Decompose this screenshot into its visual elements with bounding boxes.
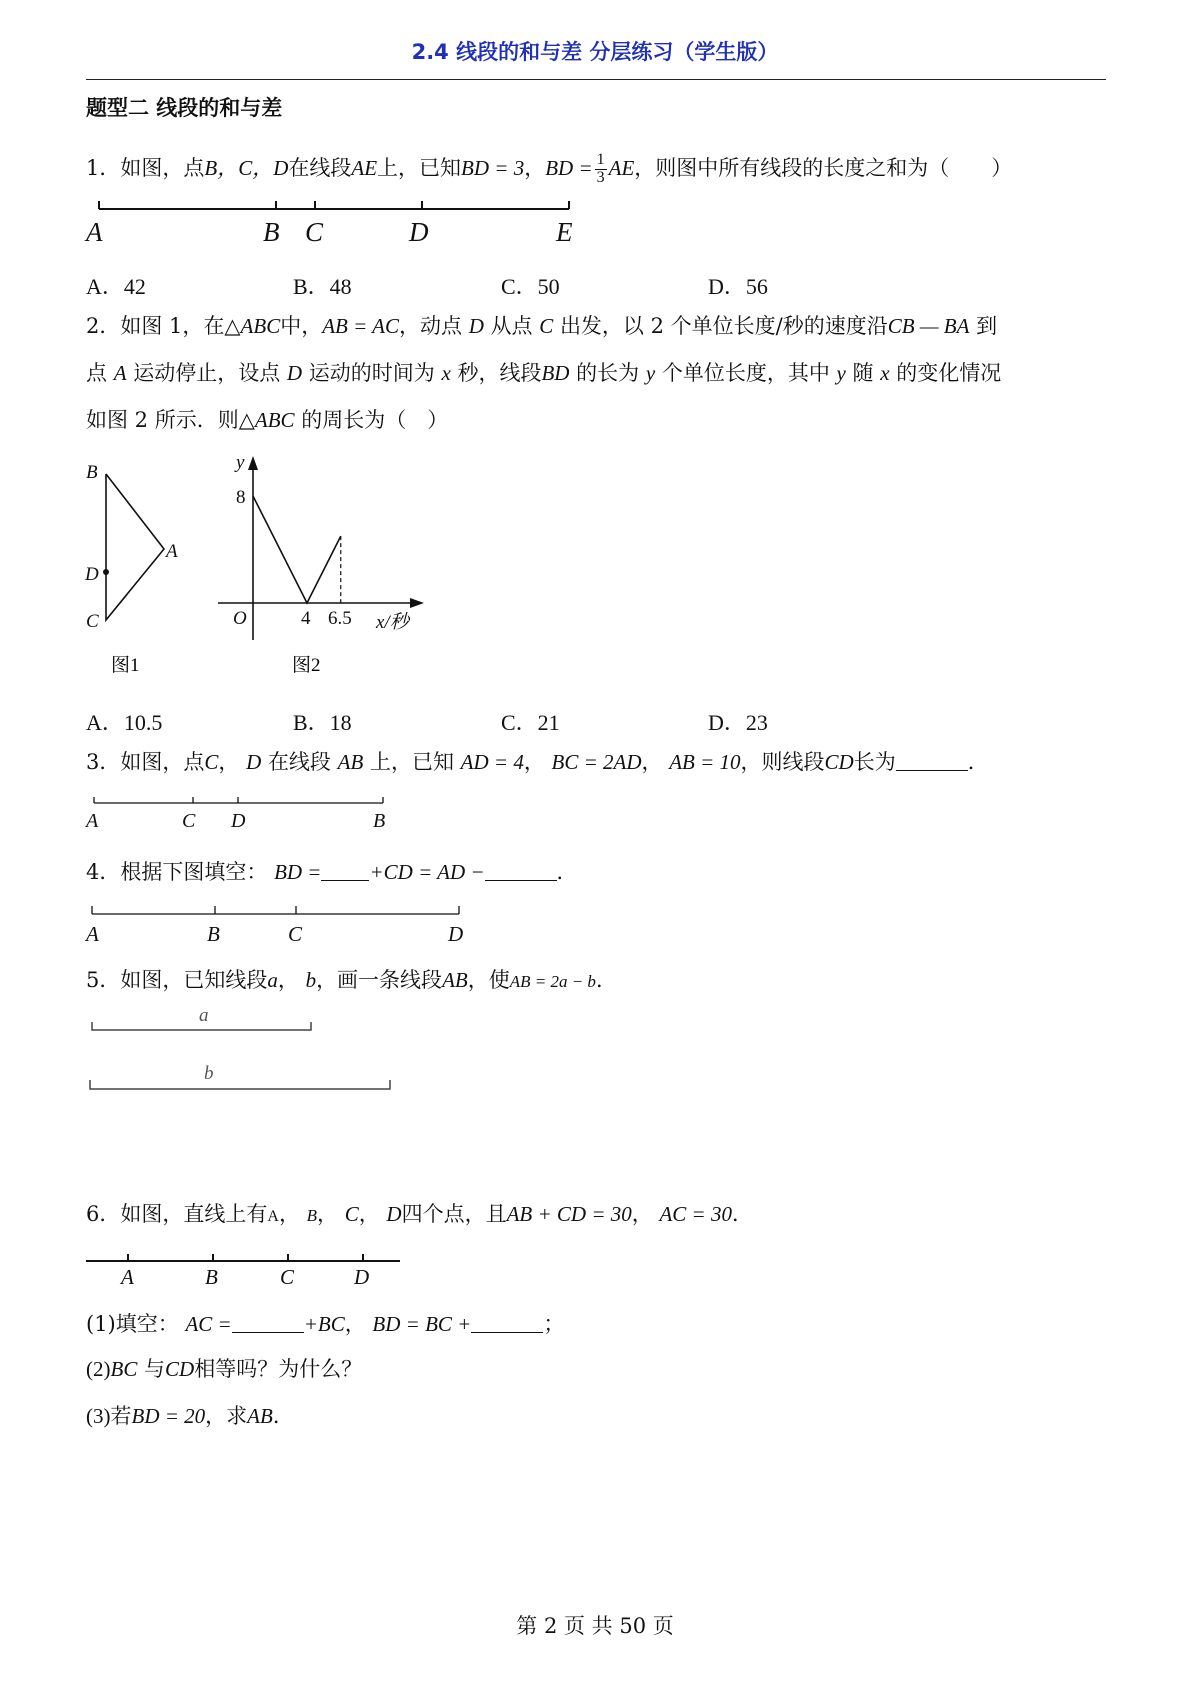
text: ，则线段 xyxy=(740,750,825,774)
text: 的变化情况 xyxy=(896,361,1002,385)
data-series-line xyxy=(253,496,341,603)
text: 6．如图，直线上有 xyxy=(86,1202,268,1226)
page-footer: 第 2 页 共 50 页 xyxy=(516,1614,674,1638)
triangle-label-b: B xyxy=(86,462,98,483)
math: y xyxy=(836,361,846,385)
math: AB xyxy=(247,1404,273,1428)
math: a xyxy=(267,968,278,992)
y-axis-label: y xyxy=(236,452,245,473)
text: ， xyxy=(317,1202,339,1226)
q1-segment-figure xyxy=(99,201,569,209)
x-tick-6-5: 6.5 xyxy=(328,608,352,629)
text: 5．如图，已知线段 xyxy=(86,968,268,992)
q1-option-d[interactable]: D．56 xyxy=(708,274,768,299)
text: 中， xyxy=(280,314,323,338)
figure-2-caption: 图2 xyxy=(292,655,321,676)
math: C xyxy=(204,750,219,774)
text: 从点 xyxy=(490,314,533,338)
text: ，求 xyxy=(205,1404,248,1428)
q3-label-b: B xyxy=(373,810,386,832)
q1-label-a: A xyxy=(86,217,103,247)
page-title: 2.4 线段的和与差 分层练习（学生版） xyxy=(411,40,779,64)
chart-line xyxy=(253,496,341,603)
math: x xyxy=(880,361,890,385)
text: 随 xyxy=(852,361,874,385)
math: BD = BC + xyxy=(372,1312,472,1336)
q6-label-b: B xyxy=(205,1265,218,1289)
math: y xyxy=(645,361,656,385)
math: b xyxy=(305,968,317,992)
q2-option-d[interactable]: D．23 xyxy=(708,710,768,735)
q4-label-d: D xyxy=(448,922,464,946)
q3-label-c: C xyxy=(182,810,196,832)
math: AB + CD = 30 xyxy=(506,1202,632,1226)
text: ； xyxy=(543,1312,565,1336)
text: ． xyxy=(595,968,617,992)
text: ． xyxy=(272,1404,294,1428)
q1-bd: BD = xyxy=(545,155,593,180)
y-tick-8: 8 xyxy=(236,487,246,508)
math: B xyxy=(306,1206,318,1225)
q1-text: 1．如图，点 xyxy=(86,155,205,180)
math: CB — BA xyxy=(887,314,970,338)
text: 出发，以 2 个单位长度/秒的速度沿 xyxy=(559,314,888,338)
text: 秒，线段 xyxy=(457,361,542,385)
x-tick-4: 4 xyxy=(301,608,311,629)
math: D xyxy=(468,314,484,338)
q1-option-b[interactable]: B．48 xyxy=(293,274,352,299)
text: ， xyxy=(218,750,240,774)
math: C xyxy=(539,314,554,338)
text: 长为 xyxy=(853,750,896,774)
text: ． xyxy=(967,750,989,774)
triangle-label-a: A xyxy=(166,541,178,562)
q6-line-figure xyxy=(86,1254,400,1261)
math: A xyxy=(267,1208,279,1225)
segment-a-label: a xyxy=(199,1005,209,1026)
text: ， xyxy=(358,1202,380,1226)
math: C xyxy=(344,1202,359,1226)
q2-option-b[interactable]: B．18 xyxy=(293,710,352,735)
q3-label-d: D xyxy=(231,810,246,832)
q4-segment-figure xyxy=(92,906,459,914)
text: 运动停止，设点 xyxy=(133,361,281,385)
math: CD xyxy=(165,1357,195,1381)
q2-option-a[interactable]: A．10.5 xyxy=(86,710,163,735)
q1-label-d: D xyxy=(409,217,429,247)
math: BD = xyxy=(274,860,322,884)
math: ABC xyxy=(254,408,295,432)
math: D xyxy=(246,750,262,774)
q1-ae: AE xyxy=(608,155,635,180)
q1-label-e: E xyxy=(556,217,573,247)
y-axis-arrow-icon xyxy=(248,456,258,470)
text: 与 xyxy=(144,1357,166,1381)
q1-text: 上，已知 xyxy=(377,155,462,180)
q6-label-a: A xyxy=(121,1265,134,1289)
math: BD xyxy=(541,361,570,385)
q1-bd-eq: BD = 3 xyxy=(461,155,525,180)
denominator: 3 xyxy=(596,168,605,186)
x-axis-label: x/秒 xyxy=(376,612,409,633)
q1-option-a[interactable]: A．42 xyxy=(86,274,146,299)
text: (1)填空： xyxy=(86,1312,179,1336)
numerator: 1 xyxy=(596,151,605,168)
text: ， xyxy=(641,750,663,774)
q1-text: 在线段 xyxy=(288,155,352,180)
triangle-label-d: D xyxy=(85,564,99,585)
text: 相等吗？为什么？ xyxy=(194,1357,363,1381)
math: +CD = AD − xyxy=(369,860,485,884)
text: 四个点，且 xyxy=(401,1202,507,1226)
math: A xyxy=(113,361,127,385)
math: D xyxy=(386,1202,402,1226)
q1-comma: ， xyxy=(524,155,546,180)
math: CD xyxy=(824,750,854,774)
text: ，画一条线段 xyxy=(316,968,443,992)
q3-label-a: A xyxy=(86,810,99,832)
math: AB = 2a − b xyxy=(509,972,596,991)
figure-1-caption: 图1 xyxy=(111,655,140,676)
section-heading: 题型二 线段的和与差 xyxy=(86,96,283,120)
text: ，动点 xyxy=(399,314,462,338)
math: BD = 20 xyxy=(131,1404,206,1428)
point-d xyxy=(103,569,109,575)
segment-b xyxy=(90,1080,390,1089)
text: (2) xyxy=(86,1357,111,1381)
math: +BC xyxy=(303,1312,345,1336)
math: AB xyxy=(442,968,468,992)
q1-text: ，则图中所有线段的长度之和为（ ） xyxy=(634,155,1013,180)
text: 在线段 xyxy=(267,750,331,774)
text: ， xyxy=(523,750,545,774)
text: ， xyxy=(344,1312,366,1336)
text: ， xyxy=(278,1202,300,1226)
text: ． xyxy=(731,1202,753,1226)
math: BC xyxy=(110,1357,138,1381)
q1-ae: AE xyxy=(351,155,378,180)
text: 运动的时间为 xyxy=(308,361,435,385)
q1-label-b: B xyxy=(263,217,280,247)
math: BC = 2AD xyxy=(551,750,642,774)
q4-label-c: C xyxy=(288,922,303,946)
text: 4．根据下图填空： xyxy=(86,860,268,884)
text: 个单位长度，其中 xyxy=(661,361,830,385)
q1-label-c: C xyxy=(305,217,324,247)
x-axis-arrow-icon xyxy=(410,598,424,608)
triangle-figure xyxy=(106,474,164,620)
text: ， xyxy=(631,1202,653,1226)
q1-points: B，C，D xyxy=(204,155,289,180)
text: 2．如图 1，在△ xyxy=(86,314,241,338)
math: D xyxy=(286,361,303,385)
q3-segment-figure xyxy=(94,797,383,803)
q4-label-a: A xyxy=(86,922,99,946)
text: 的周长为（ ） xyxy=(301,408,449,432)
text: ． xyxy=(556,860,578,884)
triangle-label-c: C xyxy=(86,611,99,632)
math: AC = xyxy=(185,1312,232,1336)
q4-label-b: B xyxy=(207,922,220,946)
text: 的长为 xyxy=(576,361,640,385)
math: x xyxy=(441,361,451,385)
text: ， xyxy=(277,968,299,992)
math: AD = 4 xyxy=(460,750,524,774)
text: ，使 xyxy=(467,968,510,992)
q2-option-c[interactable]: C．21 xyxy=(501,710,560,735)
q1-option-c[interactable]: C．50 xyxy=(501,274,560,299)
text: 上，已知 xyxy=(369,750,454,774)
math: AC = 30 xyxy=(659,1202,732,1226)
q6-label-c: C xyxy=(280,1265,295,1289)
text: 3．如图，点 xyxy=(86,750,205,774)
q6-label-d: D xyxy=(354,1265,370,1289)
math: ABC xyxy=(240,314,281,338)
math: AB = AC xyxy=(322,314,399,338)
math: AB xyxy=(337,750,364,774)
text: 到 xyxy=(976,314,998,338)
text: 如图 2 所示．则△ xyxy=(86,408,255,432)
text: (3)若 xyxy=(86,1404,132,1428)
origin-label: O xyxy=(233,608,247,629)
text: 点 xyxy=(86,361,107,385)
math: AB = 10 xyxy=(669,750,741,774)
segment-b-label: b xyxy=(204,1063,214,1084)
